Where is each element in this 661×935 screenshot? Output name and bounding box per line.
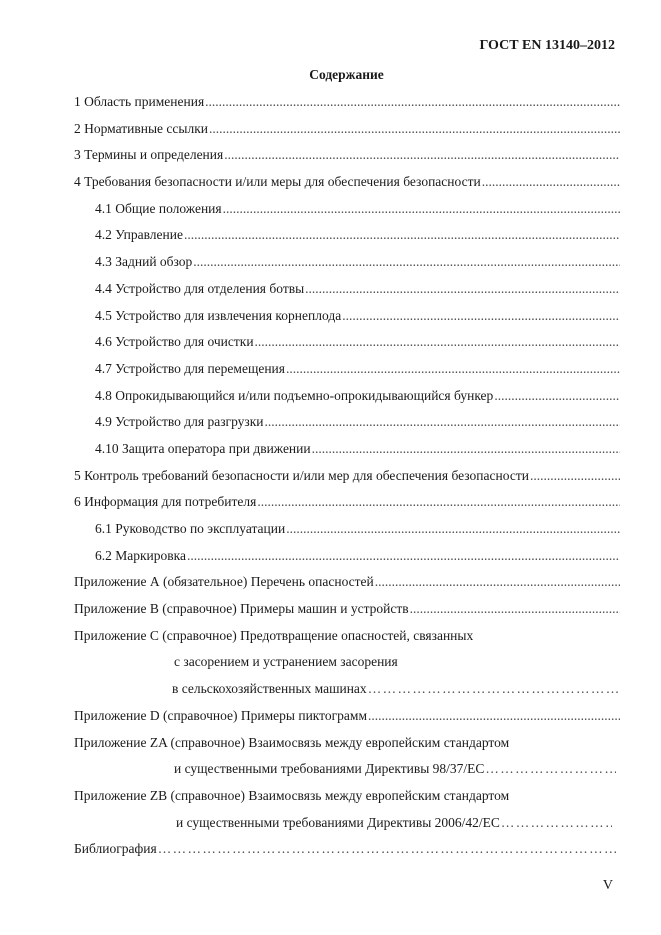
leader-dots	[482, 174, 620, 190]
leader-dots	[312, 441, 620, 457]
toc-entry-label: 2 Нормативные ссылки	[74, 120, 208, 136]
page-number: V	[602, 878, 613, 893]
toc-entry-label: 4.10 Защита оператора при движении	[95, 440, 311, 456]
toc-entry-label: Приложение С (справочное) Предотвращение опасностей, связанных	[74, 627, 474, 643]
toc-entry[interactable]	[74, 601, 620, 628]
toc-entry-label: Приложение А (обязательное) Перечень опасностей	[74, 574, 374, 590]
leader-dots	[530, 468, 620, 484]
toc-entry-continuation	[74, 815, 620, 842]
leader-dots	[342, 308, 620, 324]
toc-entry-label: в сельскохозяйственных машинах	[172, 681, 367, 697]
toc-entry-continuation	[74, 681, 620, 708]
leader-dots	[184, 227, 620, 243]
leader-dots	[410, 601, 620, 617]
toc-entry[interactable]	[74, 468, 620, 495]
leader-dots	[187, 548, 620, 564]
leader-dots	[223, 201, 620, 217]
page-title: Содержание	[309, 67, 384, 82]
leader-dots	[265, 414, 620, 430]
leader-dots	[158, 841, 620, 857]
leader-dots	[375, 574, 620, 590]
toc-entry-label: 6.2 Маркировка	[95, 547, 186, 563]
leader-dots	[286, 521, 620, 537]
toc-entry-continuation	[74, 761, 620, 788]
toc-entry-label: 4.1 Общие положения	[95, 200, 222, 216]
toc-entry-label: 6 Информация для потребителя	[74, 494, 257, 510]
toc-entry-label: Приложение В (справочное) Примеры машин и устройств	[74, 601, 409, 617]
leader-dots	[368, 681, 620, 697]
toc-entry[interactable]	[74, 708, 620, 735]
leader-dots	[255, 334, 620, 350]
leader-dots	[368, 708, 620, 724]
toc-entry[interactable]	[74, 628, 620, 655]
toc-entry-label: Библиография	[74, 841, 157, 857]
toc-entry-label: Приложение D (справочное) Примеры пиктограмм	[74, 707, 368, 723]
toc-entry-label: 5 Контроль требований безопасности и/или мер для обеспечения безопасности	[74, 467, 529, 483]
toc-subentry[interactable]	[74, 227, 620, 254]
toc-entry-label: 4 Требования безопасности и/или меры для обеспечения безопасности	[74, 174, 481, 190]
leader-dots	[501, 815, 612, 831]
table-of-contents	[74, 94, 620, 868]
leader-dots	[205, 94, 620, 110]
leader-dots	[286, 361, 620, 377]
toc-entry-label: и существенными требованиями Директивы 2006/42/ЕС	[176, 814, 500, 830]
toc-entry-label: с засорением и устранением засорения	[174, 654, 398, 670]
toc-entry[interactable]	[74, 735, 620, 762]
toc-entry-label: 3 Термины и определения	[74, 147, 224, 163]
leader-dots	[209, 121, 620, 137]
toc-entry-label: 1 Область применения	[74, 94, 205, 109]
toc-subentry[interactable]	[74, 334, 620, 361]
leader-dots	[485, 761, 616, 777]
toc-entry[interactable]	[74, 494, 620, 521]
toc-entry-label: и существенными требованиями Директивы 98/37/ЕС	[174, 761, 485, 777]
toc-entry[interactable]	[74, 121, 620, 148]
toc-subentry[interactable]	[74, 308, 620, 335]
toc-subentry[interactable]	[74, 441, 620, 468]
toc-entry-label: 4.5 Устройство для извлечения корнеплода	[95, 307, 342, 323]
toc-entry[interactable]	[74, 94, 620, 121]
toc-entry-label: 4.7 Устройство для перемещения	[95, 360, 285, 376]
toc-entry-label: Приложение ZB (справочное) Взаимосвязь между европейским стандартом	[74, 787, 510, 803]
leader-dots	[257, 494, 620, 510]
leader-dots	[494, 388, 620, 404]
toc-entry[interactable]	[74, 174, 620, 201]
toc-entry-label: 4.4 Устройство для отделения ботвы	[95, 280, 305, 296]
toc-subentry[interactable]	[74, 548, 620, 575]
toc-entry-continuation	[74, 654, 620, 681]
toc-entry-label: 4.8 Опрокидывающийся и/или подъемно-опрокидывающийся бункер	[95, 387, 494, 403]
standard-designation: ГОСТ EN 13140–2012	[479, 38, 615, 53]
toc-subentry[interactable]	[74, 254, 620, 281]
toc-entry-label: 4.6 Устройство для очистки	[95, 334, 254, 350]
toc-subentry[interactable]	[74, 361, 620, 388]
toc-subentry[interactable]	[74, 201, 620, 228]
toc-subentry[interactable]	[74, 388, 620, 415]
toc-entry-label: 4.3 Задний обзор	[95, 254, 193, 270]
toc-subentry[interactable]	[74, 521, 620, 548]
leader-dots	[193, 254, 620, 270]
leader-dots	[224, 147, 620, 163]
toc-entry[interactable]	[74, 841, 620, 868]
toc-subentry[interactable]	[74, 414, 620, 441]
toc-entry-label: Приложение ZA (справочное) Взаимосвязь между европейским стандартом	[74, 734, 510, 750]
leader-dots	[305, 281, 620, 297]
toc-entry[interactable]	[74, 147, 620, 174]
toc-subentry[interactable]	[74, 281, 620, 308]
toc-entry[interactable]	[74, 574, 620, 601]
toc-entry-label: 4.2 Управление	[95, 227, 183, 243]
toc-entry-label: 6.1 Руководство по эксплуатации	[95, 521, 286, 536]
toc-entry[interactable]	[74, 788, 620, 815]
toc-entry-label: 4.9 Устройство для разгрузки	[95, 414, 264, 430]
